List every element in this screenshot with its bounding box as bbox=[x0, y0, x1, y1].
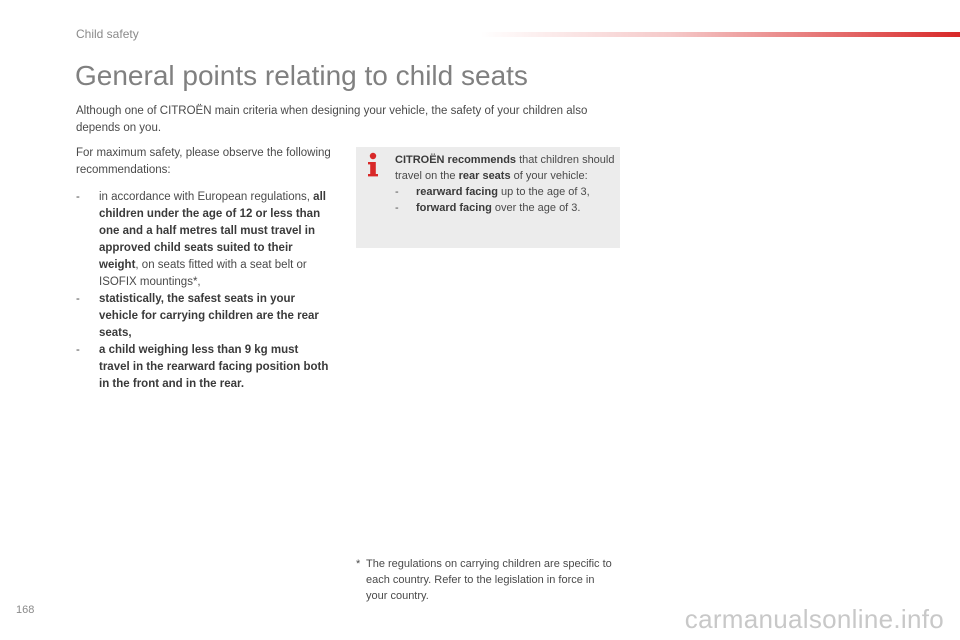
recommendation-text: , on seats fitted with a seat belt or ISOFIX mountings*, bbox=[99, 259, 307, 288]
recommendation-item bbox=[76, 291, 332, 342]
bullet-dash: - bbox=[76, 344, 80, 356]
bullet-dash: - bbox=[76, 191, 80, 203]
info-list-item bbox=[395, 184, 617, 200]
page-number: 168 bbox=[16, 604, 35, 616]
recommendation-text: in accordance with European regulations, bbox=[99, 191, 310, 203]
page-title: General points relating to child seats bbox=[75, 60, 528, 91]
info-box bbox=[356, 147, 620, 248]
recommendation-emphasis: statistically, the safest seats in your vehicle for carrying children are the rear seats, bbox=[99, 293, 319, 339]
rear-seats-emphasis: rear seats bbox=[458, 170, 511, 182]
recommendations-lead: For maximum safety, please observe the following recommendations: bbox=[76, 147, 331, 176]
recommendation-emphasis: a child weighing less than 9 kg must travel in the rearward facing position both in the front and in the rear. bbox=[99, 344, 329, 390]
watermark: carmanualsonline.info bbox=[684, 604, 944, 634]
info-text-part: of your vehicle: bbox=[510, 170, 588, 182]
section-label: Child safety bbox=[76, 27, 139, 41]
info-paragraph bbox=[395, 152, 617, 184]
bullet-dash: - bbox=[76, 293, 80, 305]
header-accent-bar bbox=[480, 32, 960, 37]
footnote-marker: * bbox=[356, 558, 361, 570]
recommendation-item bbox=[76, 342, 332, 393]
info-text bbox=[395, 152, 617, 216]
info-list-item bbox=[395, 200, 617, 216]
info-text-part: over the age of 3. bbox=[491, 202, 581, 214]
footnote-text: The regulations on carrying children are specific to each country. Refer to the legislation in force in your country. bbox=[366, 558, 612, 602]
footnote bbox=[356, 556, 616, 604]
forward-facing-emphasis: forward facing bbox=[416, 202, 492, 214]
bullet-dash: - bbox=[395, 202, 399, 214]
recommendation-emphasis: all children under the age of 12 or less than one and a half metres tall must travel in approved child seats suited to their weight bbox=[99, 191, 326, 271]
recommendations-column bbox=[76, 145, 332, 393]
bullet-dash: - bbox=[395, 186, 399, 198]
info-icon bbox=[366, 152, 380, 178]
rearward-facing-emphasis: rearward facing bbox=[416, 186, 498, 198]
brand-recommends: CITROËN recommends bbox=[395, 154, 517, 166]
info-text-part: up to the age of 3, bbox=[497, 186, 590, 198]
info-text-part: that children should travel on the bbox=[395, 154, 615, 182]
recommendation-item bbox=[76, 189, 332, 291]
intro-paragraph: Although one of CITROËN main criteria when designing your vehicle, the safety of your children also depends on you. bbox=[76, 105, 588, 134]
